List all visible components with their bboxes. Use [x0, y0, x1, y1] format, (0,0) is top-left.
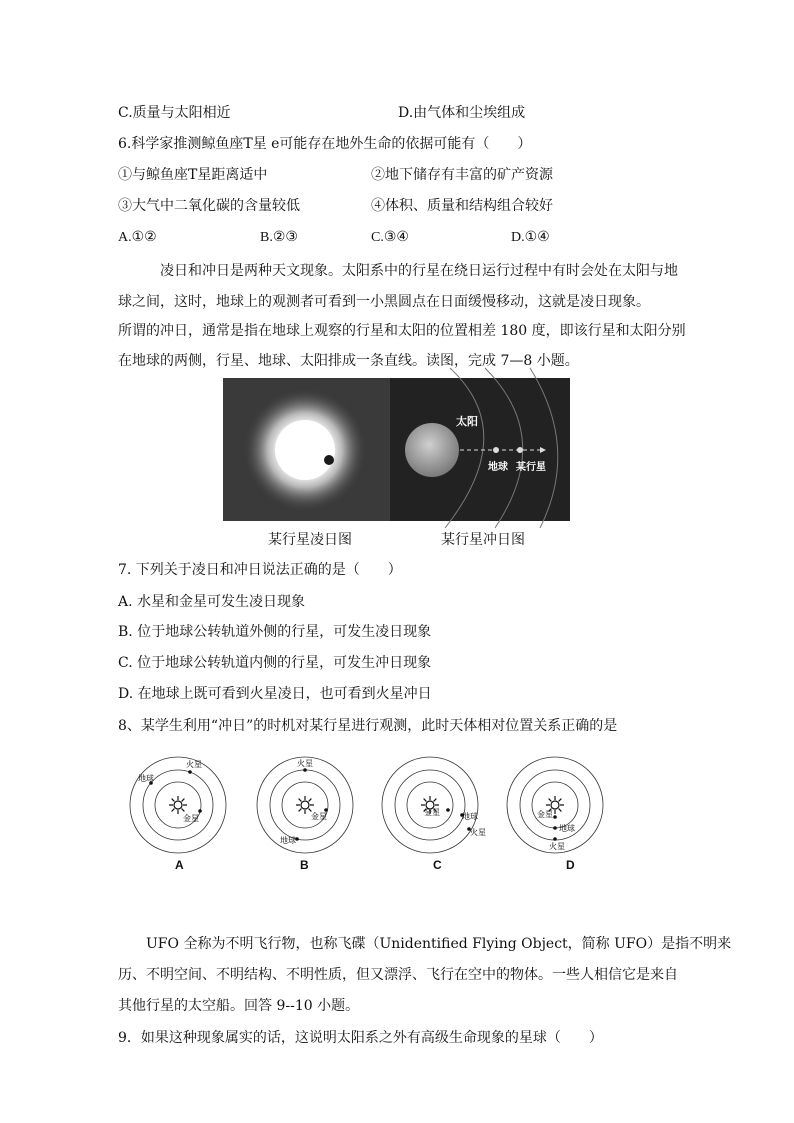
q6-statement-1: ①与鲸鱼座T星距离适中	[118, 167, 268, 183]
label-planet: 某行星	[516, 462, 546, 473]
svg-text:火星: 火星	[470, 828, 486, 837]
passage1-line2: 球之间，这时，地球上的观测者可看到一小黑圆点在日面缓慢移动，这就是凌日现象。	[118, 294, 650, 310]
diagram-label-c: C	[433, 858, 442, 872]
passage1-line3: 所谓的冲日，通常是指在地球上观察的行星和太阳的位置相差 180 度，即该行星和太阳分别	[118, 323, 686, 339]
q7-option-a: A. 水星和金星可发生凌日现象	[118, 594, 306, 610]
opposition-diagram	[390, 378, 570, 521]
orbit-diagram-a	[126, 755, 230, 859]
q6-option-a: A.①②	[118, 230, 157, 245]
sun-ball	[405, 423, 459, 477]
q6-statement-2: ②地下储存有丰富的矿产资源	[371, 167, 553, 183]
svg-text:火星: 火星	[549, 842, 565, 851]
caption-opposition: 某行星冲日图	[441, 532, 525, 548]
svg-text:地球: 地球	[559, 824, 575, 833]
svg-text:火星: 火星	[186, 760, 202, 769]
sun-disk	[275, 420, 335, 480]
orbit-diagram-b	[253, 755, 357, 859]
sun-symbol	[169, 796, 187, 814]
planet-dot	[517, 447, 523, 453]
q6-statement-3: ③大气中二氧化碳的含量较低	[118, 198, 300, 214]
orbit-diagram-d	[503, 755, 607, 859]
q5-option-d: D.由气体和尘埃组成	[398, 105, 526, 121]
q6-option-c: C.③④	[371, 230, 409, 245]
q6-option-b: B.②③	[260, 230, 298, 245]
label-sun: 太阳	[456, 415, 478, 428]
earth-dot	[493, 447, 499, 453]
svg-text:金星: 金星	[183, 814, 199, 823]
svg-text:火星: 火星	[297, 759, 313, 768]
q7-stem: 7. 下列关于凌日和冲日说法正确的是（ ）	[118, 562, 402, 578]
svg-text:地球: 地球	[280, 836, 296, 845]
passage2-line1: UFO 全称为不明飞行物，也称飞碟（Unidentified Flying Object，简称 UFO）是指不明来	[146, 936, 732, 952]
q8-stem: 8、某学生利用“冲日”的时机对某行星进行观测，此时天体相对位置关系正确的是	[118, 718, 618, 734]
svg-text:地球: 地球	[462, 812, 478, 821]
passage1-line1: 凌日和冲日是两种天文现象。太阳系中的行星在绕日运行过程中有时会处在太阳与地	[160, 263, 678, 279]
svg-text:金星: 金星	[424, 808, 440, 817]
transiting-planet-dot	[324, 455, 334, 465]
orbit-diagram-c	[378, 755, 486, 859]
label-earth: 地球	[488, 462, 508, 473]
q7-option-b: B. 位于地球公转轨道外侧的行星，可发生凌日现象	[118, 624, 432, 640]
q7-option-d: D. 在地球上既可看到火星凌日，也可看到火星冲日	[118, 686, 432, 702]
caption-transit: 某行星凌日图	[268, 532, 352, 548]
q6-option-d: D.①④	[511, 230, 550, 245]
svg-text:金星: 金星	[311, 812, 327, 821]
q6-stem: 6.科学家推测鲸鱼座T星 e可能存在地外生命的依据可能有（ ）	[118, 136, 532, 152]
diagram-label-d: D	[566, 858, 575, 872]
svg-text:金星: 金星	[537, 810, 553, 819]
q5-option-c: C.质量与太阳相近	[118, 105, 231, 121]
svg-text:地球: 地球	[138, 774, 154, 783]
q6-statement-4: ④体积、质量和结构组合较好	[371, 198, 553, 214]
q9-stem: 9．如果这种现象属实的话，这说明太阳系之外有高级生命现象的星球（ ）	[118, 1030, 603, 1046]
q7-option-c: C. 位于地球公转轨道内侧的行星，可发生冲日现象	[118, 655, 432, 671]
passage1-line4: 在地球的两侧，行星、地球、太阳排成一条直线。读图，完成 7—8 小题。	[118, 353, 579, 369]
passage2-line2: 历、不明空间、不明结构、不明性质，但又漂浮、飞行在空中的物体。一些人相信它是来自	[118, 967, 678, 983]
transit-photo	[223, 378, 390, 521]
diagram-label-b: B	[300, 858, 309, 872]
passage2-line3: 其他行星的太空船。回答 9--10 小题。	[118, 998, 360, 1014]
diagram-label-a: A	[175, 858, 184, 872]
